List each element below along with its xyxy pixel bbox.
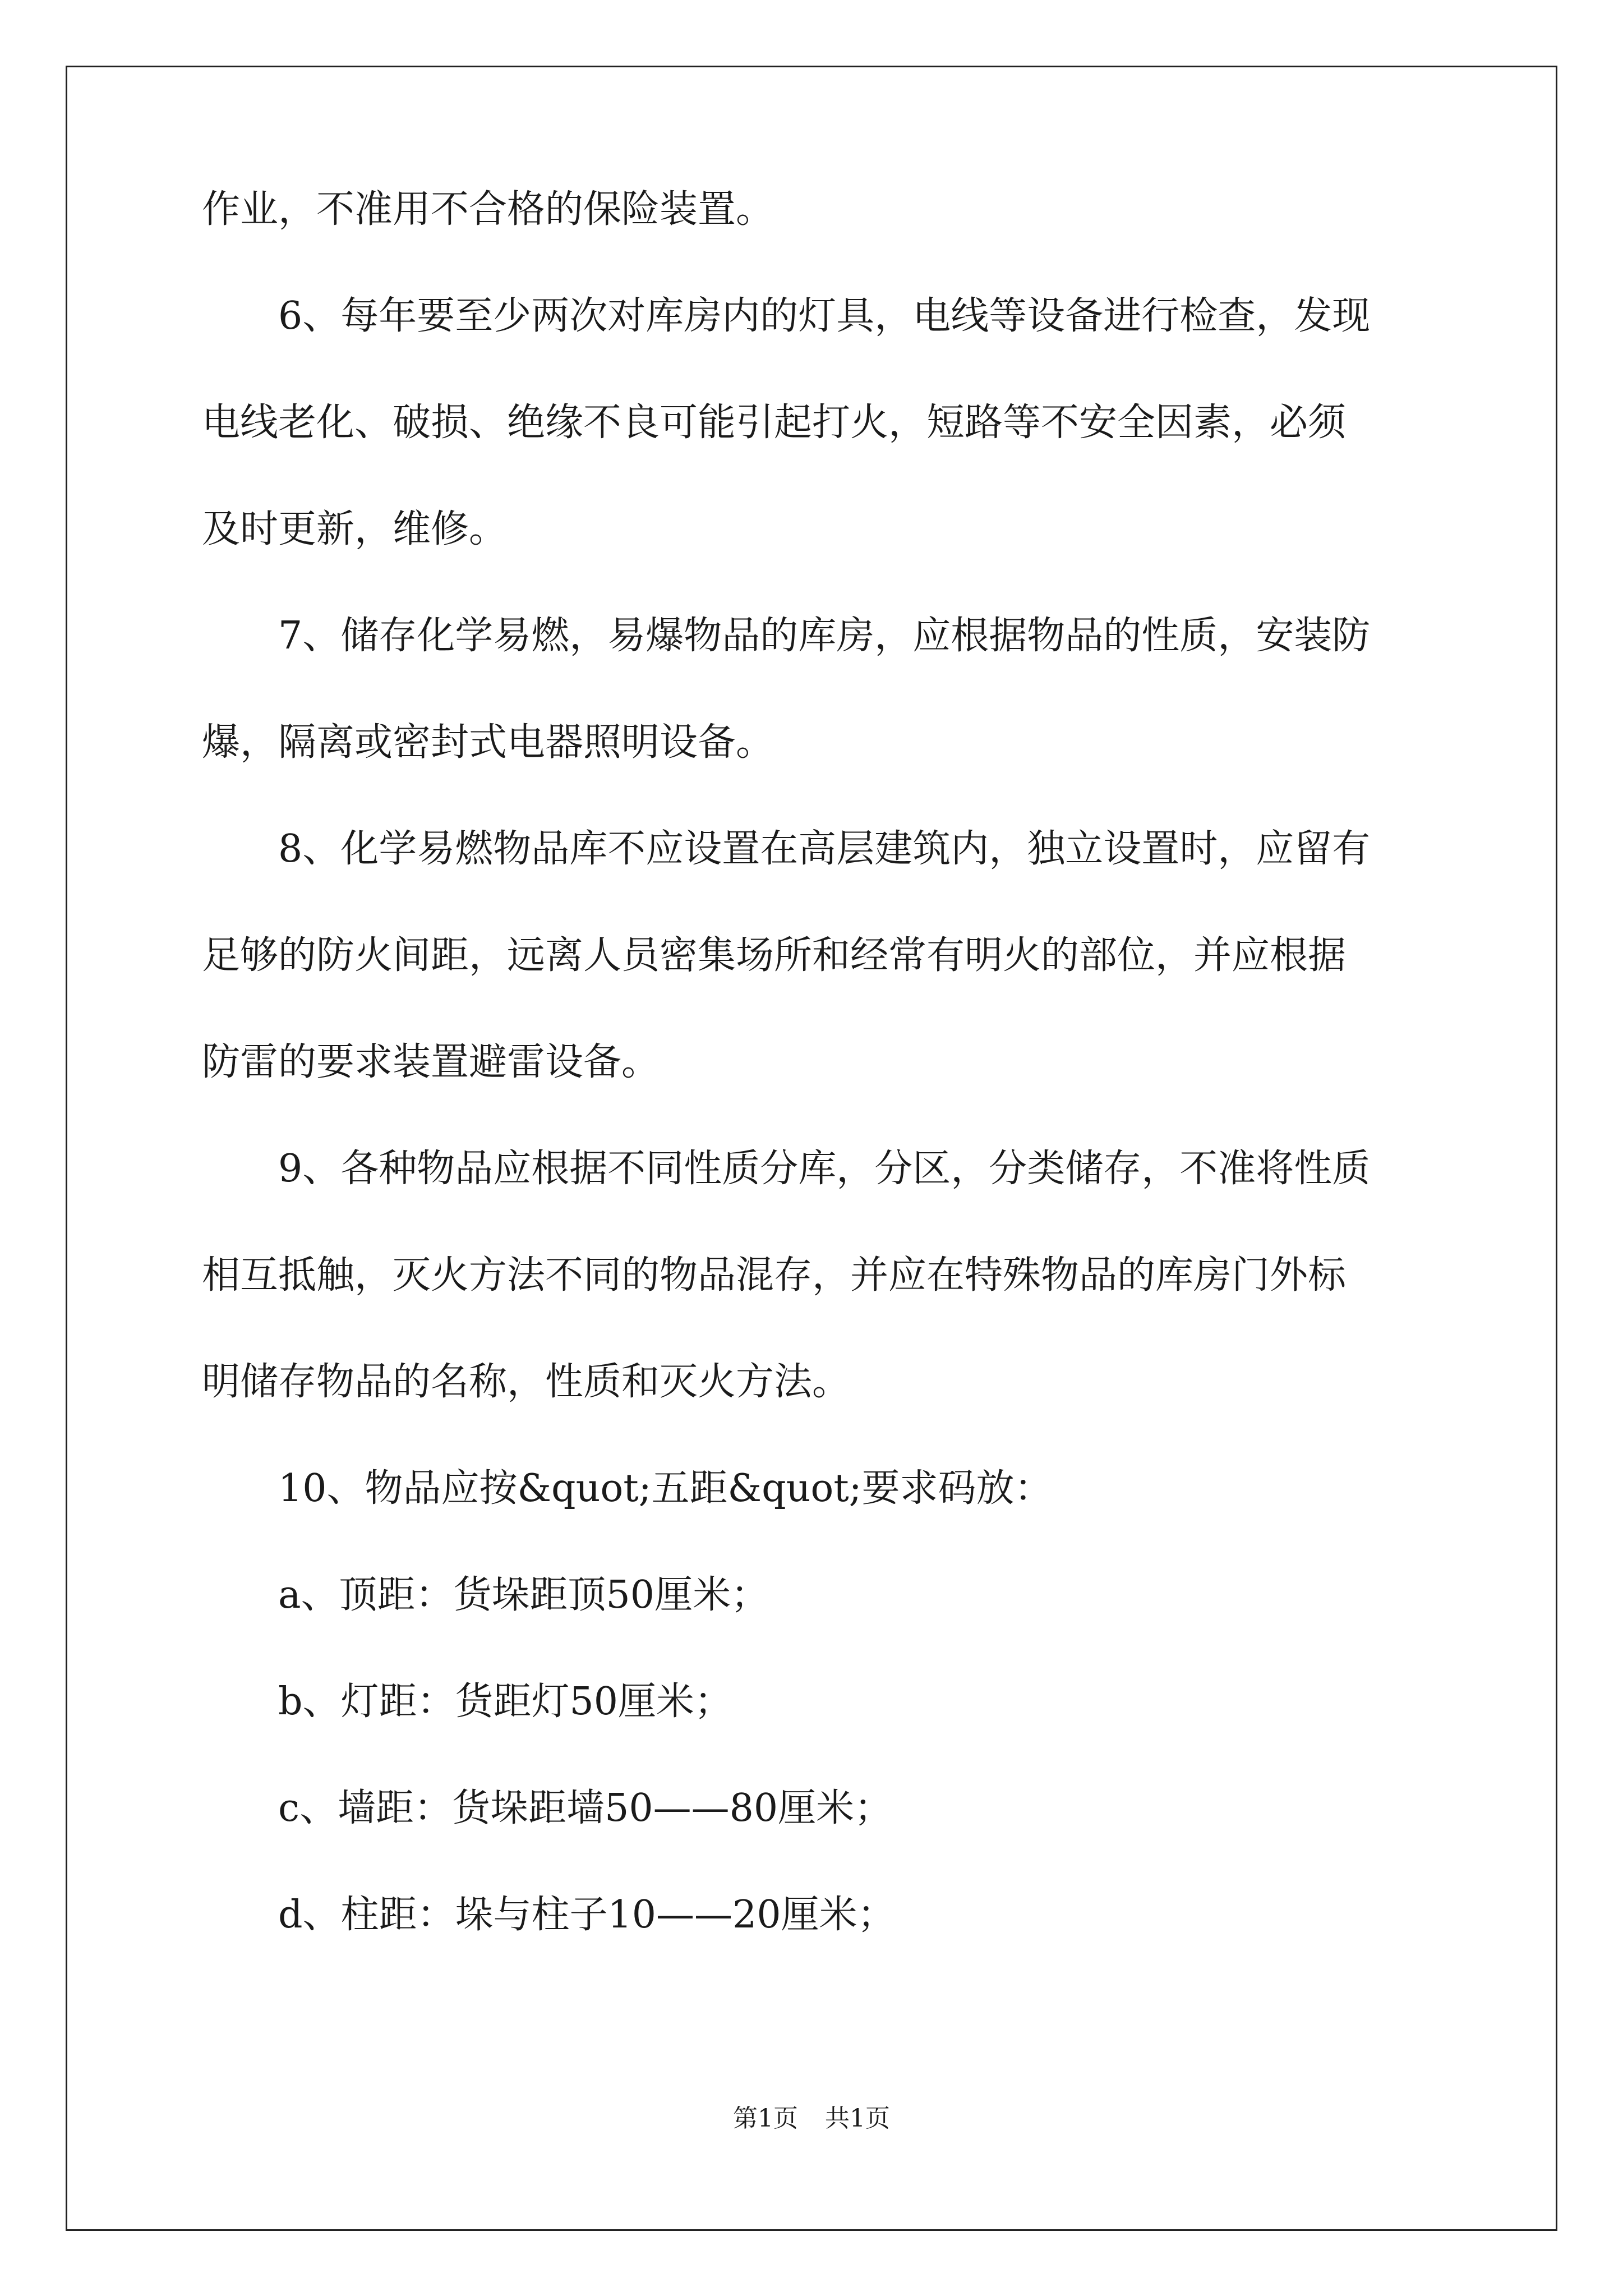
text-line: 足够的防火间距，远离人员密集场所和经常有明火的部位，并应根据	[202, 933, 1347, 978]
page-number-total: 共1页	[825, 2104, 890, 2133]
text-line: 防雷的要求装置避雷设备。	[202, 1040, 660, 1084]
page-footer	[0, 2098, 1623, 2134]
text-line: 9、各种物品应根据不同性质分库，分区，分类储存，不准将性质	[278, 1147, 1371, 1191]
text-line: c、墙距：货垛距墙50——80厘米；	[278, 1786, 893, 1830]
text-line: 及时更新，维修。	[202, 507, 508, 551]
text-line: 7、储存化学易燃，易爆物品的库房，应根据物品的性质，安装防	[278, 614, 1371, 658]
text-line: 8、化学易燃物品库不应设置在高层建筑内，独立设置时，应留有	[278, 827, 1371, 871]
text-line: a、顶距：货垛距顶50厘米；	[278, 1573, 769, 1617]
text-line: 6、每年要至少两次对库房内的灯具，电线等设备进行检查，发现	[278, 294, 1371, 338]
text-line: d、柱距：垛与柱子10——20厘米；	[278, 1893, 896, 1937]
text-line: 10、物品应按&quot;五距&quot;要求码放：	[278, 1466, 1053, 1511]
page-number-current: 第1页	[733, 2104, 798, 2133]
text-line: 明储存物品的名称，性质和灭火方法。	[202, 1360, 851, 1404]
text-line: 相互抵触，灭火方法不同的物品混存，并应在特殊物品的库房门外标	[202, 1253, 1347, 1297]
text-line: b、灯距：货距灯50厘米；	[278, 1680, 733, 1724]
text-line: 电线老化、破损、绝缘不良可能引起打火，短路等不安全因素，必须	[202, 401, 1347, 445]
text-line: 爆，隔离或密封式电器照明设备。	[202, 720, 774, 765]
text-line: 作业，不准用不合格的保险装置。	[202, 187, 774, 232]
